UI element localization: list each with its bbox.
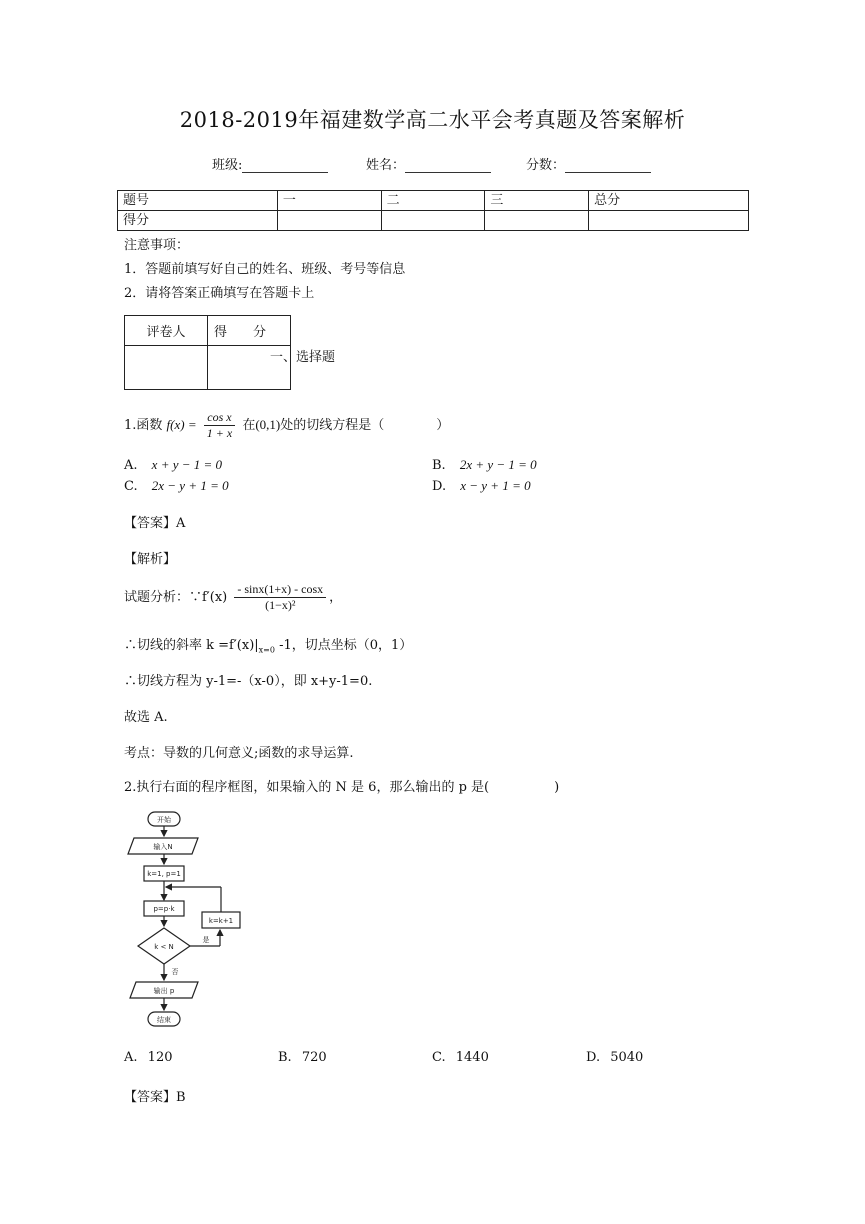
q1-option-d [432,478,531,494]
option-text: 2x + y − 1 = 0 [459,457,537,472]
grader-reviewer-label: 评卷人 [125,316,208,346]
score-label: 分数： [526,158,566,173]
q2-answer: 【答案】B [124,1090,186,1105]
question-1 [124,410,449,441]
grader-cell [125,346,208,390]
step1-numerator: - sinx(1+x) - cosx [234,582,326,598]
q1-function: f(x) = [166,417,197,432]
step2-b: -1，切点坐标（0，1） [274,638,413,653]
option-text: 2x − y + 1 = 0 [151,478,229,493]
flow-no-label: 否 [171,968,179,976]
class-field [212,154,328,173]
q1-fraction [204,410,235,441]
q1-step-4: 故选 A. [124,710,168,725]
score-header-cell: 题号 [118,191,278,211]
score-table [117,190,749,231]
q1-point: (0,1) [255,417,281,432]
score-cell [485,211,589,231]
q1-kaodian: 考点：导数的几何意义;函数的求导运算. [124,746,354,761]
step2-subscript: x=0 [258,645,275,655]
q1-option-a [124,457,222,473]
step1-fraction [234,582,326,613]
option-text: 720 [301,1050,327,1065]
option-label: B. [278,1050,292,1065]
score-field [526,154,651,173]
option-label: D. [432,479,447,494]
grader-score-label: 得 分 [208,316,291,346]
option-label: A. [124,1050,138,1065]
q1-step-2 [124,634,412,655]
q2-option-a [124,1050,173,1065]
page-title: 2018-2019年福建数学高二水平会考真题及答案解析 [179,108,686,132]
option-text: 120 [147,1050,173,1065]
flow-start-label: 开始 [157,816,171,824]
option-text: x − y + 1 = 0 [460,478,531,493]
flow-init-label: k=1, p=1 [147,870,181,878]
question-2: 2.执行右面的程序框图，如果输入的 N 是 6，那么输出的 p 是( ) [124,780,560,795]
q1-step-3: ∴切线方程为 y-1=-（x-0），即 x+y-1=0. [124,674,373,689]
q1-numerator: cos x [204,410,235,426]
class-label: 班级: [212,158,243,173]
q1-suffix: 处的切线方程是（ ） [280,418,450,433]
q1-answer: 【答案】A [124,516,186,531]
score-table-row [118,211,749,231]
score-cell [381,211,485,231]
step1-prefix: 试题分析：∵f′(x) [124,590,228,605]
flowchart [124,808,256,1032]
q1-option-b [432,457,537,473]
score-header-cell: 一 [277,191,381,211]
q1-mid: 在 [242,418,256,433]
grader-table [124,315,291,390]
option-label: D. [586,1050,601,1065]
score-header-cell: 二 [381,191,485,211]
step1-denominator: (1−x)² [265,598,296,612]
class-blank [242,158,328,173]
q2-option-b [278,1050,327,1065]
flow-input-label: 输入N [153,843,173,851]
flow-output-label: 输出 p [153,987,175,995]
option-label: B. [432,458,446,473]
q1-step-1 [124,582,342,613]
step1-suffix: ， [329,590,343,605]
option-text: x + y − 1 = 0 [151,457,223,472]
flow-cond-label: k < N [154,943,174,951]
option-text: 1440 [455,1050,489,1065]
name-label: 姓名： [366,158,406,173]
name-field [366,154,491,173]
flow-end-label: 结束 [157,1016,171,1024]
score-header-cell: 三 [485,191,589,211]
notes-heading: 注意事项： [124,238,190,253]
score-cell [277,211,381,231]
q1-denominator: 1 + x [206,426,233,440]
q1-prefix: 1.函数 [124,418,163,433]
score-header-cell: 总分 [589,191,749,211]
section-heading: 一、选择题 [270,350,336,365]
note-item: 2．请将答案正确填写在答题卡上 [124,286,315,301]
q1-option-c [124,478,229,494]
score-row-label: 得分 [118,211,278,231]
option-label: A. [124,458,138,473]
flow-assign-label: p=p·k [153,905,175,913]
score-table-header [118,191,749,211]
name-blank [405,158,491,173]
score-blank [565,158,651,173]
option-text: 5040 [610,1050,644,1065]
step2-a: ∴切线的斜率 k =f′(x)| [124,638,259,653]
q1-analysis-label: 【解析】 [124,552,177,567]
option-label: C. [124,479,138,494]
flow-yes-label: 是 [202,936,210,944]
q2-option-c [432,1050,489,1065]
q2-option-d [586,1050,643,1065]
option-label: C. [432,1050,446,1065]
flow-incr-label: k=k+1 [208,917,234,925]
note-item: 1．答题前填写好自己的姓名、班级、考号等信息 [124,262,406,277]
score-cell [589,211,749,231]
